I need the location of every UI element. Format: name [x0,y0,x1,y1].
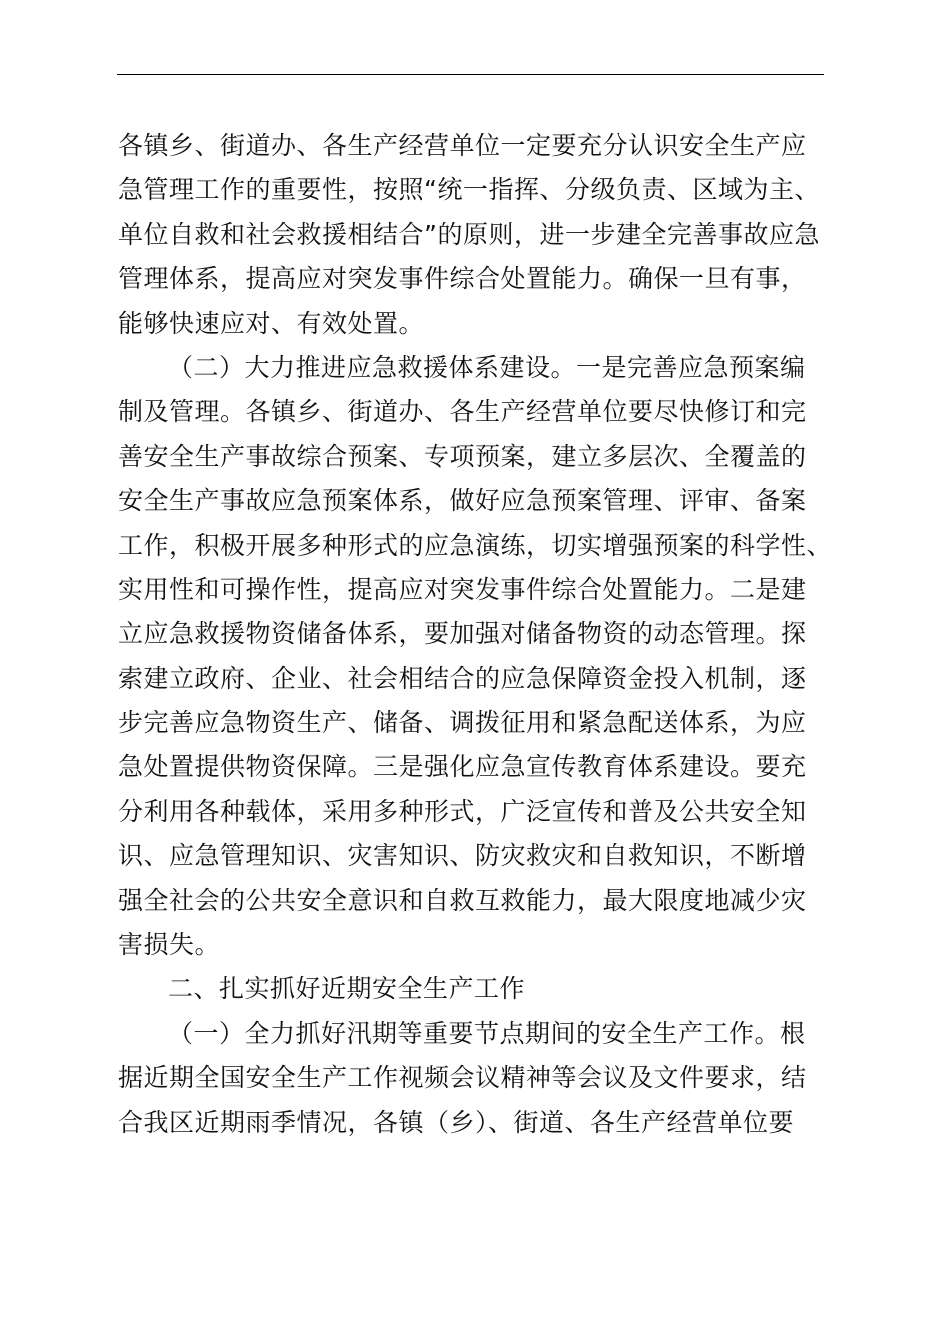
text-line: （二）大力推进应急救援体系建设。一是完善应急预案编 [168,352,806,382]
text-line: 合我区近期雨季情况，各镇（乡）、街道、各生产经营单位要 [118,1107,795,1137]
text-line: 单位自救和社会救援相结合”的原则，进一步建全完善事故应急 [118,219,820,249]
text-line: 急处置提供物资保障。三是强化应急宣传教育体系建设。要充 [118,752,807,782]
text-line: 据近期全国安全生产工作视频会议精神等会议及文件要求，结 [118,1063,807,1093]
text-line: 工作，积极开展多种形式的应急演练，切实增强预案的科学性、 [118,530,833,560]
text-line: 索建立政府、企业、社会相结合的应急保障资金投入机制，逐 [118,663,807,693]
text-line: 善安全生产事故综合预案、专项预案，建立多层次、全覆盖的 [118,441,807,471]
header-rule [117,74,824,75]
text-line: 立应急救援物资储备体系，要加强对储备物资的动态管理。探 [118,619,807,649]
text-line: 识、应急管理知识、灾害知识、防灾救灾和自救知识，不断增 [118,841,807,871]
text-line: 分利用各种载体，采用多种形式，广泛宣传和普及公共安全知 [118,796,807,826]
text-line: 各镇乡、街道办、各生产经营单位一定要充分认识安全生产应 [118,131,807,160]
text-line: 步完善应急物资生产、储备、调拨征用和紧急配送体系，为应 [118,708,807,738]
text-line: 害损失。 [118,930,221,960]
text-line: 安全生产事故应急预案体系，做好应急预案管理、评审、备案 [118,486,807,516]
text-line: 能够快速应对、有效处置。 [118,308,425,338]
text-line: 急管理工作的重要性，按照“统一指挥、分级负责、区域为主、 [118,175,820,205]
text-line: 制及管理。各镇乡、街道办、各生产经营单位要尽快修订和完 [118,397,807,427]
text-line: 管理体系，提高应对突发事件综合处置能力。确保一旦有事， [118,264,807,294]
text-line: 强全社会的公共安全意识和自救互救能力，最大限度地减少灾 [118,885,807,915]
text-line: （一）全力抓好汛期等重要节点期间的安全生产工作。根 [168,1018,806,1048]
text-line: 实用性和可操作性，提高应对突发事件综合处置能力。二是建 [118,574,807,604]
document-body [118,124,833,1145]
text-line: 二、扎实抓好近期安全生产工作 [168,974,526,1004]
